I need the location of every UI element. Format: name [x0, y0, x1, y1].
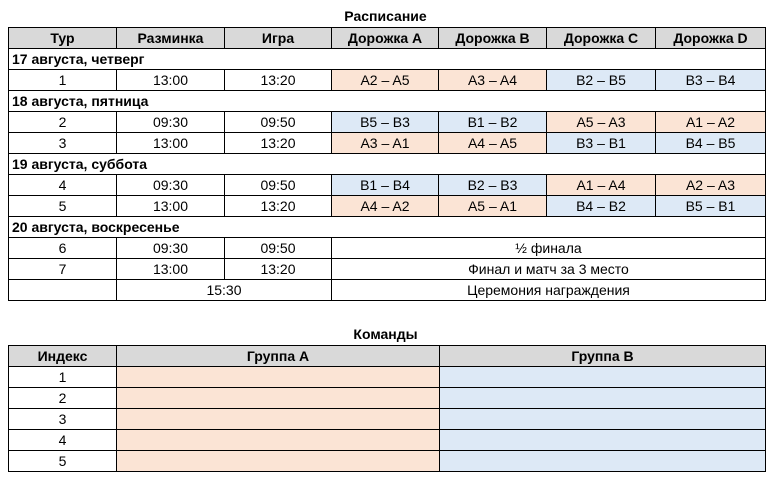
- lane-d-cell: B3 – B4: [656, 70, 766, 91]
- table-row: [9, 367, 766, 388]
- warmup-cell: 13:00: [117, 259, 225, 280]
- lane-d-cell: A2 – A3: [656, 175, 766, 196]
- warmup-cell: 09:30: [117, 238, 225, 259]
- lane-c-cell: B4 – B2: [547, 196, 656, 217]
- warmup-cell: 09:30: [117, 175, 225, 196]
- header-lane-a: Дорожка A: [332, 28, 439, 49]
- group-b-cell[interactable]: [440, 409, 766, 430]
- group-b-cell[interactable]: [440, 367, 766, 388]
- game-cell: 13:20: [225, 259, 332, 280]
- table-row: [9, 70, 766, 91]
- tour-cell: 3: [9, 133, 117, 154]
- group-a-cell[interactable]: [117, 409, 440, 430]
- header-group-b: Группа B: [440, 346, 766, 367]
- group-a-cell[interactable]: [117, 430, 440, 451]
- day-label: 20 августа, воскресенье: [9, 217, 766, 238]
- warmup-cell: 09:30: [117, 112, 225, 133]
- table-row: [9, 451, 766, 472]
- lane-c-cell: B2 – B5: [547, 70, 656, 91]
- lane-c-cell: B3 – B1: [547, 133, 656, 154]
- day-row: [9, 49, 766, 70]
- table-row: [9, 196, 766, 217]
- schedule-header-row: [9, 28, 766, 49]
- day-label: 17 августа, четверг: [9, 49, 766, 70]
- lane-b-cell: B1 – B2: [439, 112, 547, 133]
- group-b-cell[interactable]: [440, 430, 766, 451]
- day-label: 18 августа, пятница: [9, 91, 766, 112]
- lane-a-cell: A4 – A2: [332, 196, 439, 217]
- warmup-cell: 13:00: [117, 133, 225, 154]
- game-cell: 13:20: [225, 70, 332, 91]
- day-label: 19 августа, суббота: [9, 154, 766, 175]
- tour-cell: 5: [9, 196, 117, 217]
- teams-table: [8, 345, 766, 472]
- header-lane-b: Дорожка B: [439, 28, 547, 49]
- lane-a-cell: B1 – B4: [332, 175, 439, 196]
- lane-a-cell: A2 – A5: [332, 70, 439, 91]
- lane-d-cell: A1 – A2: [656, 112, 766, 133]
- table-row: [9, 280, 766, 301]
- tour-cell: 7: [9, 259, 117, 280]
- index-cell: 1: [9, 367, 117, 388]
- game-cell: 09:50: [225, 238, 332, 259]
- group-a-cell[interactable]: [117, 451, 440, 472]
- lane-d-cell: B5 – B1: [656, 196, 766, 217]
- game-cell: 13:20: [225, 196, 332, 217]
- header-game: Игра: [225, 28, 332, 49]
- lane-b-cell: A3 – A4: [439, 70, 547, 91]
- header-warmup: Разминка: [117, 28, 225, 49]
- table-row: [9, 238, 766, 259]
- schedule-table: [8, 27, 766, 301]
- tour-cell: 4: [9, 175, 117, 196]
- table-row: [9, 175, 766, 196]
- lane-b-cell: B2 – B3: [439, 175, 547, 196]
- header-index: Индекс: [9, 346, 117, 367]
- warmup-cell: 13:00: [117, 196, 225, 217]
- index-cell: 5: [9, 451, 117, 472]
- lane-c-cell: A1 – A4: [547, 175, 656, 196]
- day-row: [9, 91, 766, 112]
- table-row: [9, 388, 766, 409]
- index-cell: 2: [9, 388, 117, 409]
- tour-cell: 1: [9, 70, 117, 91]
- group-a-cell[interactable]: [117, 367, 440, 388]
- header-lane-c: Дорожка C: [547, 28, 656, 49]
- game-cell: 13:20: [225, 133, 332, 154]
- game-cell: 09:50: [225, 112, 332, 133]
- lane-a-cell: B5 – B3: [332, 112, 439, 133]
- header-lane-d: Дорожка D: [656, 28, 766, 49]
- lane-c-cell: A5 – A3: [547, 112, 656, 133]
- tour-cell: 6: [9, 238, 117, 259]
- table-row: [9, 409, 766, 430]
- game-cell: 09:50: [225, 175, 332, 196]
- tour-cell: 2: [9, 112, 117, 133]
- event-cell: Финал и матч за 3 место: [332, 259, 766, 280]
- lane-a-cell: A3 – A1: [332, 133, 439, 154]
- day-row: [9, 217, 766, 238]
- event-cell: Церемония награждения: [332, 280, 766, 301]
- time-cell: 15:30: [117, 280, 332, 301]
- tour-cell: [9, 280, 117, 301]
- lane-b-cell: A4 – A5: [439, 133, 547, 154]
- group-b-cell[interactable]: [440, 451, 766, 472]
- header-tour: Тур: [9, 28, 117, 49]
- event-cell: ½ финала: [332, 238, 766, 259]
- index-cell: 4: [9, 430, 117, 451]
- day-row: [9, 154, 766, 175]
- lane-d-cell: B4 – B5: [656, 133, 766, 154]
- group-b-cell[interactable]: [440, 388, 766, 409]
- group-a-cell[interactable]: [117, 388, 440, 409]
- teams-header-row: [9, 346, 766, 367]
- header-group-a: Группа A: [117, 346, 440, 367]
- teams-title: Команды: [353, 326, 418, 342]
- table-row: [9, 259, 766, 280]
- table-row: [9, 430, 766, 451]
- lane-b-cell: A5 – A1: [439, 196, 547, 217]
- index-cell: 3: [9, 409, 117, 430]
- table-row: [9, 112, 766, 133]
- schedule-title: Расписание: [344, 8, 427, 24]
- warmup-cell: 13:00: [117, 70, 225, 91]
- table-row: [9, 133, 766, 154]
